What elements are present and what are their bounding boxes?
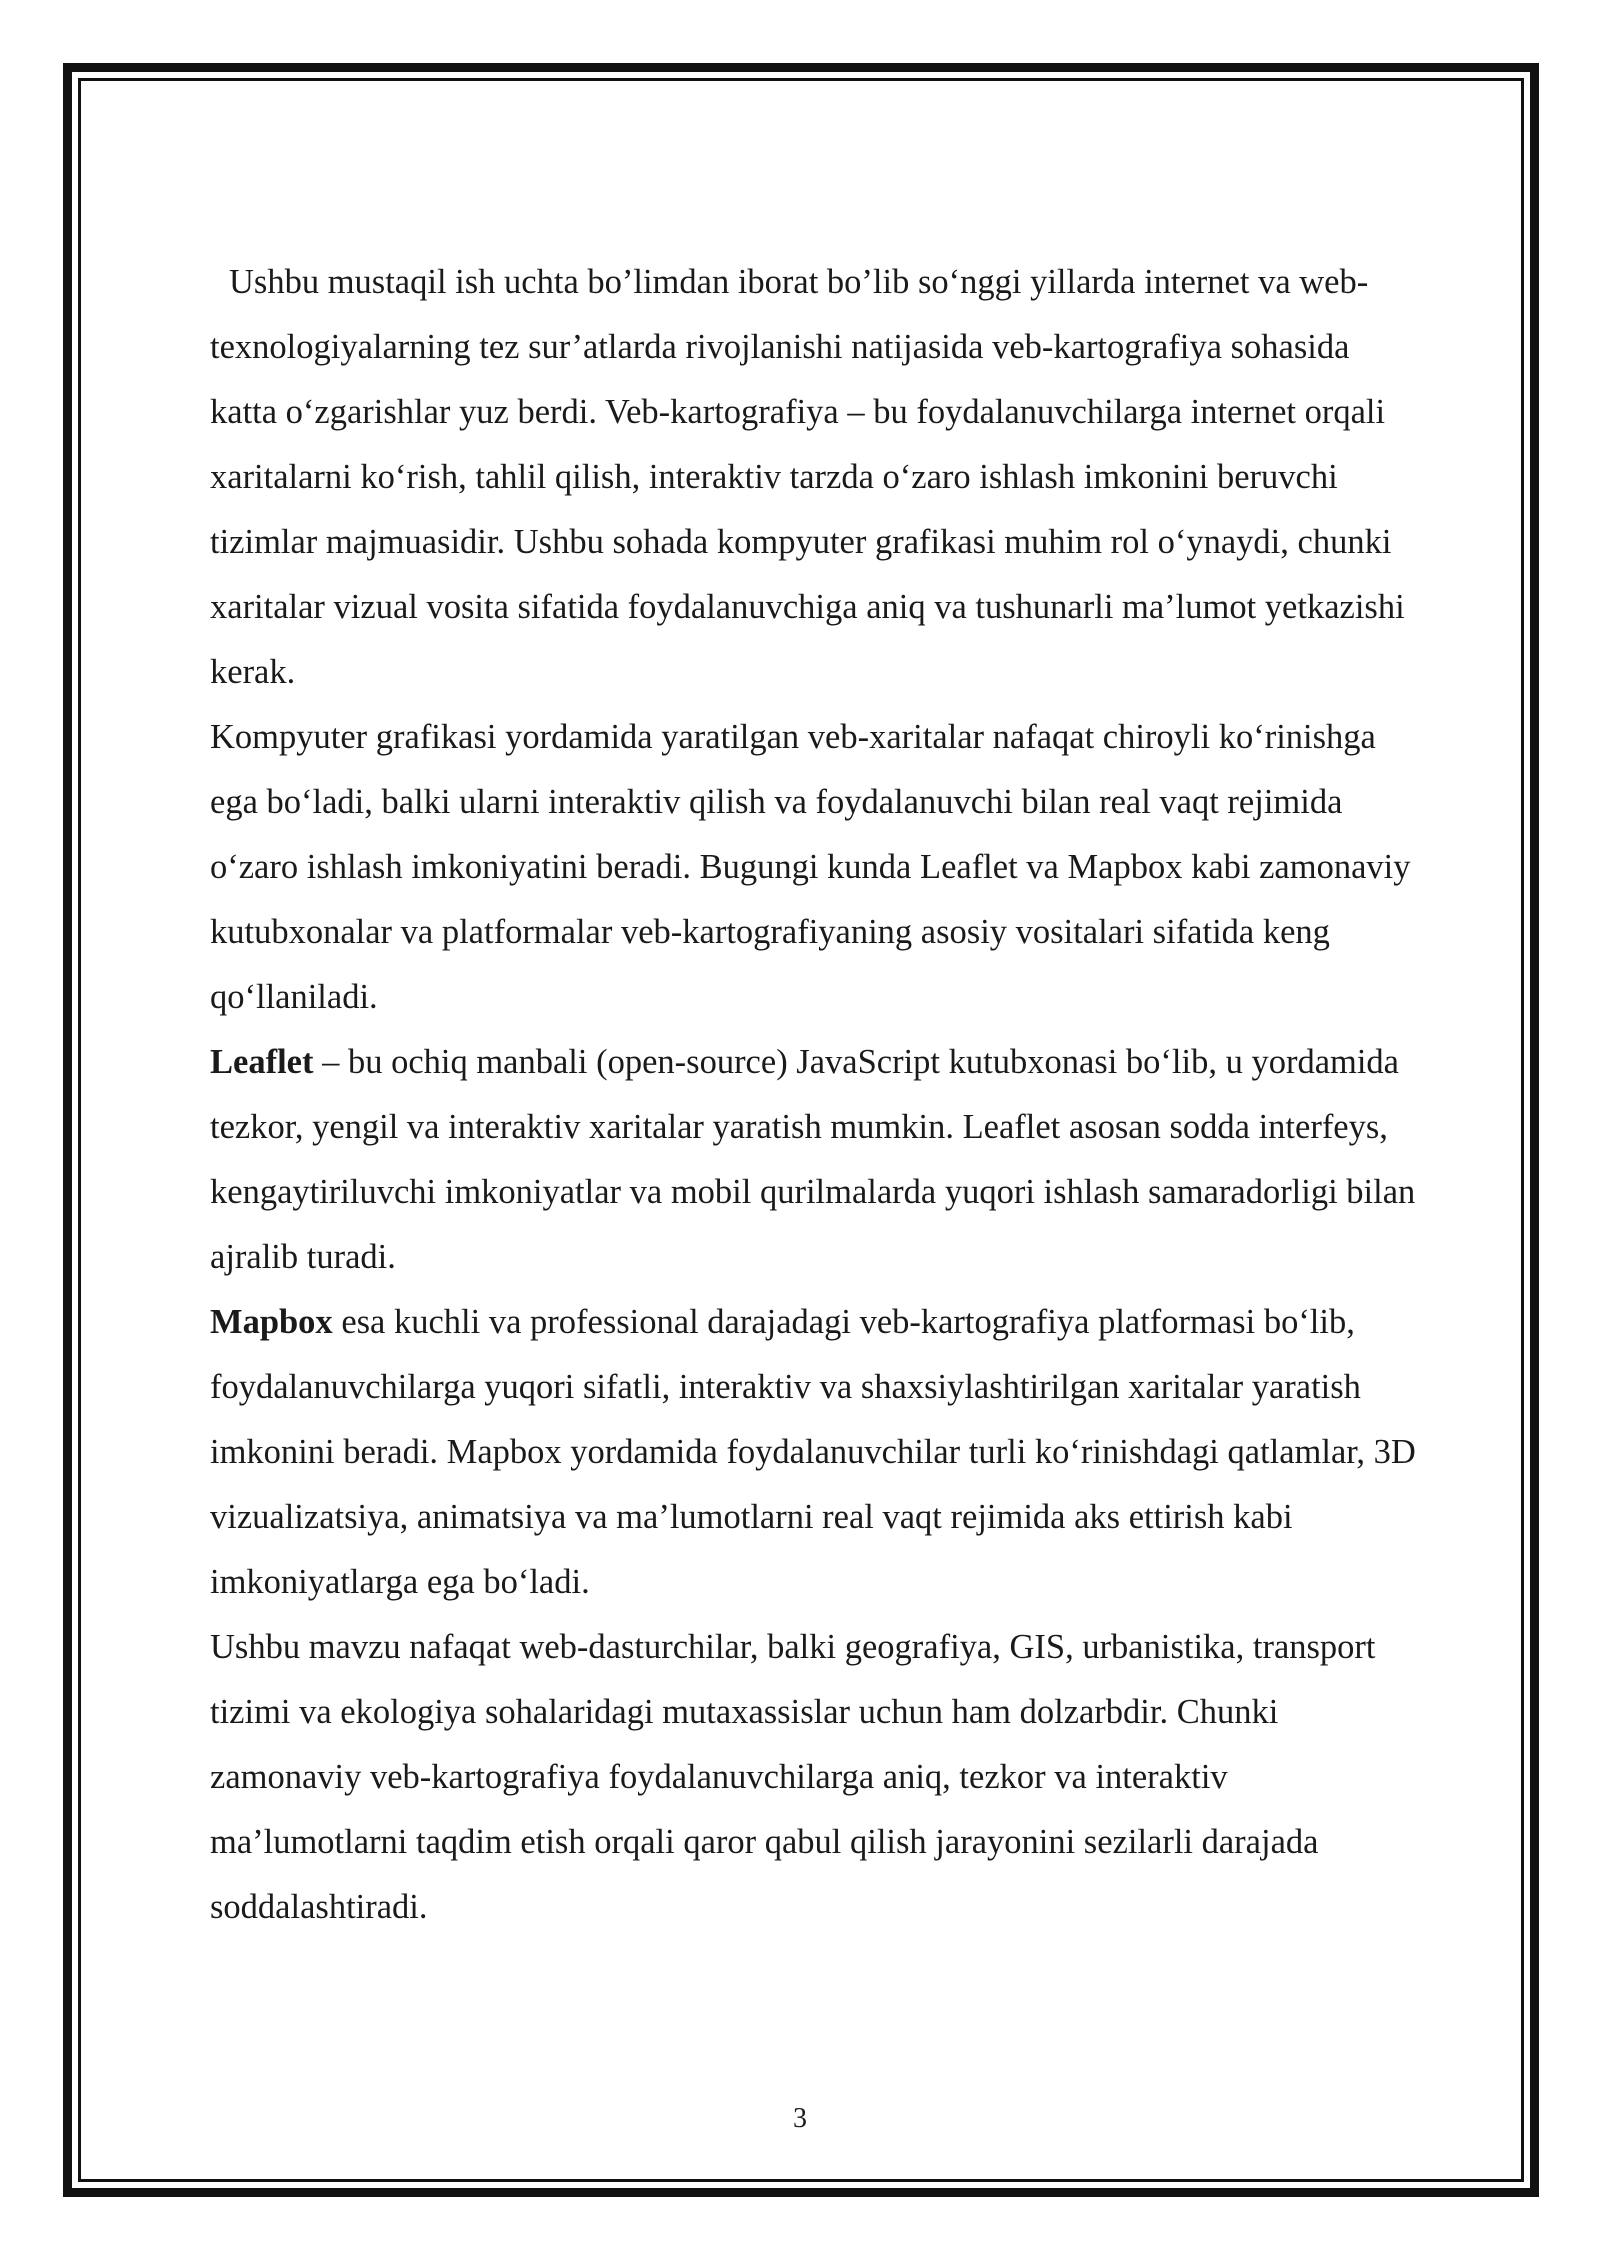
paragraph-intro-text: Ushbu mustaqil ish uchta bo’limdan iborat bo’lib so‘nggi yillarda internet va web-texnologiyalarning tez sur’atlarda rivojlanishi natijasida veb-kartografiya sohasida katta o‘zgarishlar yuz berdi. Veb-kartografiya – bu foydalanuvchilarga internet orqali xaritalarni ko‘rish, tahlil qilish, interaktiv tarzda o‘zaro ishlash imkonini beruvchi tizimlar majmuasidir. Ushbu sohada kompyuter grafikasi muhim rol o‘ynaydi, chunki xaritalar vizual vosita sifatida foydalanuvchiga aniq va tushunarli ma’lumot yetkazishi kerak. [210, 263, 1405, 691]
leaflet-term: Leaflet [210, 1043, 314, 1081]
mapbox-term: Mapbox [210, 1303, 333, 1341]
paragraph-mapbox-text: esa kuchli va professional darajadagi veb-kartografiya platformasi bo‘lib, foydalanuvchilarga yuqori sifatli, interaktiv va shaxsiylashtirilgan xaritalar yaratish imkonini beradi. Mapbox yordamida foydalanuvchilar turli ko‘rinishdagi qatlamlar, 3D vizualizatsiya, animatsiya va ma’lumotlarni real vaqt rejimida aks ettirish kabi imkoniyatlarga ega bo‘ladi. [210, 1303, 1416, 1601]
paragraph-relevance-text: Ushbu mavzu nafaqat web-dasturchilar, balki geografiya, GIS, urbanistika, transport tizimi va ekologiya sohalaridagi mutaxassislar uchun ham dolzarbdir. Chunki zamonaviy veb-kartografiya foydalanuvchilarga aniq, tezkor va interaktiv ma’lumotlarni taqdim etish orqali qaror qabul qilish jarayonini sezilarli darajada soddalashtiradi. [210, 1628, 1376, 1926]
paragraph-leaflet [210, 1030, 1420, 1290]
paragraph-relevance [210, 1615, 1420, 1940]
paragraph-computer-graphics [210, 705, 1420, 1030]
page-number: 3 [793, 2103, 807, 2134]
document-body [210, 250, 1420, 1940]
paragraph-mapbox [210, 1290, 1420, 1615]
paragraph-intro [210, 250, 1420, 705]
paragraph-leaflet-text: – bu ochiq manbali (open-source) JavaScript kutubxonasi bo‘lib, u yordamida tezkor, yengil va interaktiv xaritalar yaratish mumkin. Leaflet asosan sodda interfeys, kengaytiriluvchi imkoniyatlar va mobil qurilmalarda yuqori ishlash samaradorligi bilan ajralib turadi. [210, 1043, 1416, 1276]
paragraph-computer-graphics-text: Kompyuter grafikasi yordamida yaratilgan veb-xaritalar nafaqat chiroyli ko‘rinishga ega bo‘ladi, balki ularni interaktiv qilish va foydalanuvchi bilan real vaqt rejimida o‘zaro ishlash imkoniyatini beradi. Bugungi kunda Leaflet va Mapbox kabi zamonaviy kutubxonalar va platformalar veb-kartografiyaning asosiy vositalari sifatida keng qo‘llaniladi. [210, 718, 1411, 1016]
